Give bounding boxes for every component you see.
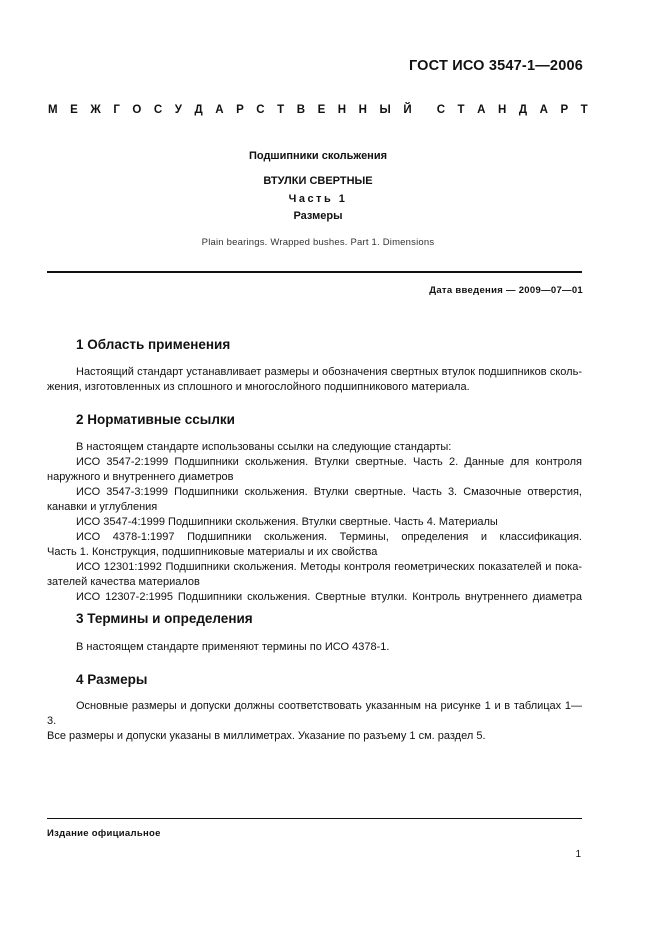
footer-divider [47, 818, 582, 819]
reference-line: ИСО 3547-2:1999 Подшипники скольжения. Втулки свертные. Часть 2. Данные для контроля [76, 456, 582, 468]
heading-letter: Ы [379, 104, 391, 116]
section-3-heading: 3 Термины и определения [76, 611, 253, 626]
heading-letter: А [477, 104, 486, 116]
title-part: Часть 1 [288, 193, 348, 205]
intro-date: Дата введения — 2009—07—01 [429, 285, 583, 296]
section-2-text [47, 440, 582, 605]
heading-letter: Д [518, 104, 528, 116]
reference-line: канавки и углубления [47, 501, 158, 513]
reference-line: ИСО 12307-2:1995 Подшипники скольжения. Свертные втулки. Контроль внутреннего диаметра [76, 591, 582, 603]
reference-line: зателей качества материалов [47, 576, 200, 588]
heading-letter: С [256, 104, 265, 116]
reference-line: Часть 1. Конструкция, подшипниковые материалы и их свойства [47, 546, 378, 558]
heading-letter: Р [236, 104, 244, 116]
text-line: жения, изготовленных из сплошного и многослойного подшипникового материала. [47, 381, 470, 393]
heading-letter: Д [194, 104, 203, 116]
title-group: Подшипники скольжения [248, 150, 388, 162]
document-number: ГОСТ ИСО 3547-1—2006 [408, 58, 583, 74]
reference-line: ИСО 3547-4:1999 Подшипники скольжения. Втулки свертные. Часть 4. Материалы [76, 516, 498, 528]
edition-label: Издание официальное [47, 828, 161, 839]
section-1-text [47, 365, 582, 395]
section-4-heading: 4 Размеры [76, 672, 148, 687]
section-2-heading: 2 Нормативные ссылки [76, 412, 235, 427]
heading-letter: Н [337, 104, 347, 116]
text-line: В настоящем стандарте использованы ссылки на следующие стандарты: [76, 441, 452, 453]
heading-letter: С [153, 104, 163, 116]
text-line: Настоящий стандарт устанавливает размеры и обозначения свертных втулок подшипников сколь- [76, 366, 582, 378]
title-name: ВТУЛКИ СВЕРТНЫЕ [263, 175, 373, 187]
heading-letter: О [132, 104, 142, 116]
heading-letter: Н [497, 104, 507, 116]
heading-letter: Т [580, 104, 588, 116]
heading-letter: М [48, 104, 58, 116]
text-line: В настоящем стандарте применяют термины по ИСО 4378-1. [76, 641, 390, 653]
reference-line: ИСО 3547-3:1999 Подшипники скольжения. Втулки свертные. Часть 3. Смазочные отверстия, [76, 486, 582, 498]
heading-letter: У [174, 104, 182, 116]
title-subject: Размеры [293, 210, 343, 222]
heading-letter: Й [403, 104, 412, 116]
heading-letter: А [215, 104, 224, 116]
title-english: Plain bearings. Wrapped bushes. Part 1. Dimensions [201, 237, 435, 248]
heading-letter: Р [560, 104, 569, 116]
section-1-heading: 1 Область применения [76, 337, 231, 352]
title-divider [47, 271, 582, 273]
heading-letter: Е [70, 104, 78, 116]
section-4-text [47, 699, 582, 744]
heading-letter: Н [358, 104, 367, 116]
heading-letter: Г [113, 104, 120, 116]
reference-line: ИСО 12301:1992 Подшипники скольжения. Методы контроля геометрических показателей и пока- [76, 561, 582, 573]
text-line: Все размеры и допуски указаны в миллиметрах. Указание по разъему 1 см. раздел 5. [47, 730, 486, 742]
reference-line: наружного и внутреннего диаметров [47, 471, 234, 483]
heading-letter: Ж [90, 104, 101, 116]
reference-line: ИСО 4378-1:1997 Подшипники скольжения. Термины, определения и классификация. [76, 531, 582, 543]
heading-letter: А [539, 104, 548, 116]
heading-letter: С [436, 104, 445, 116]
heading-letter: Т [457, 104, 465, 116]
text-line: Основные размеры и допуски должны соответствовать указанным на рисунке 1 и в таблицах 1—3. [47, 700, 582, 727]
section-3-text [47, 640, 582, 655]
page-number: 1 [575, 849, 581, 860]
heading-letter: Е [317, 104, 326, 116]
heading-letter: Т [277, 104, 285, 116]
heading-letter: В [296, 104, 306, 116]
standard-type-heading [48, 104, 588, 116]
